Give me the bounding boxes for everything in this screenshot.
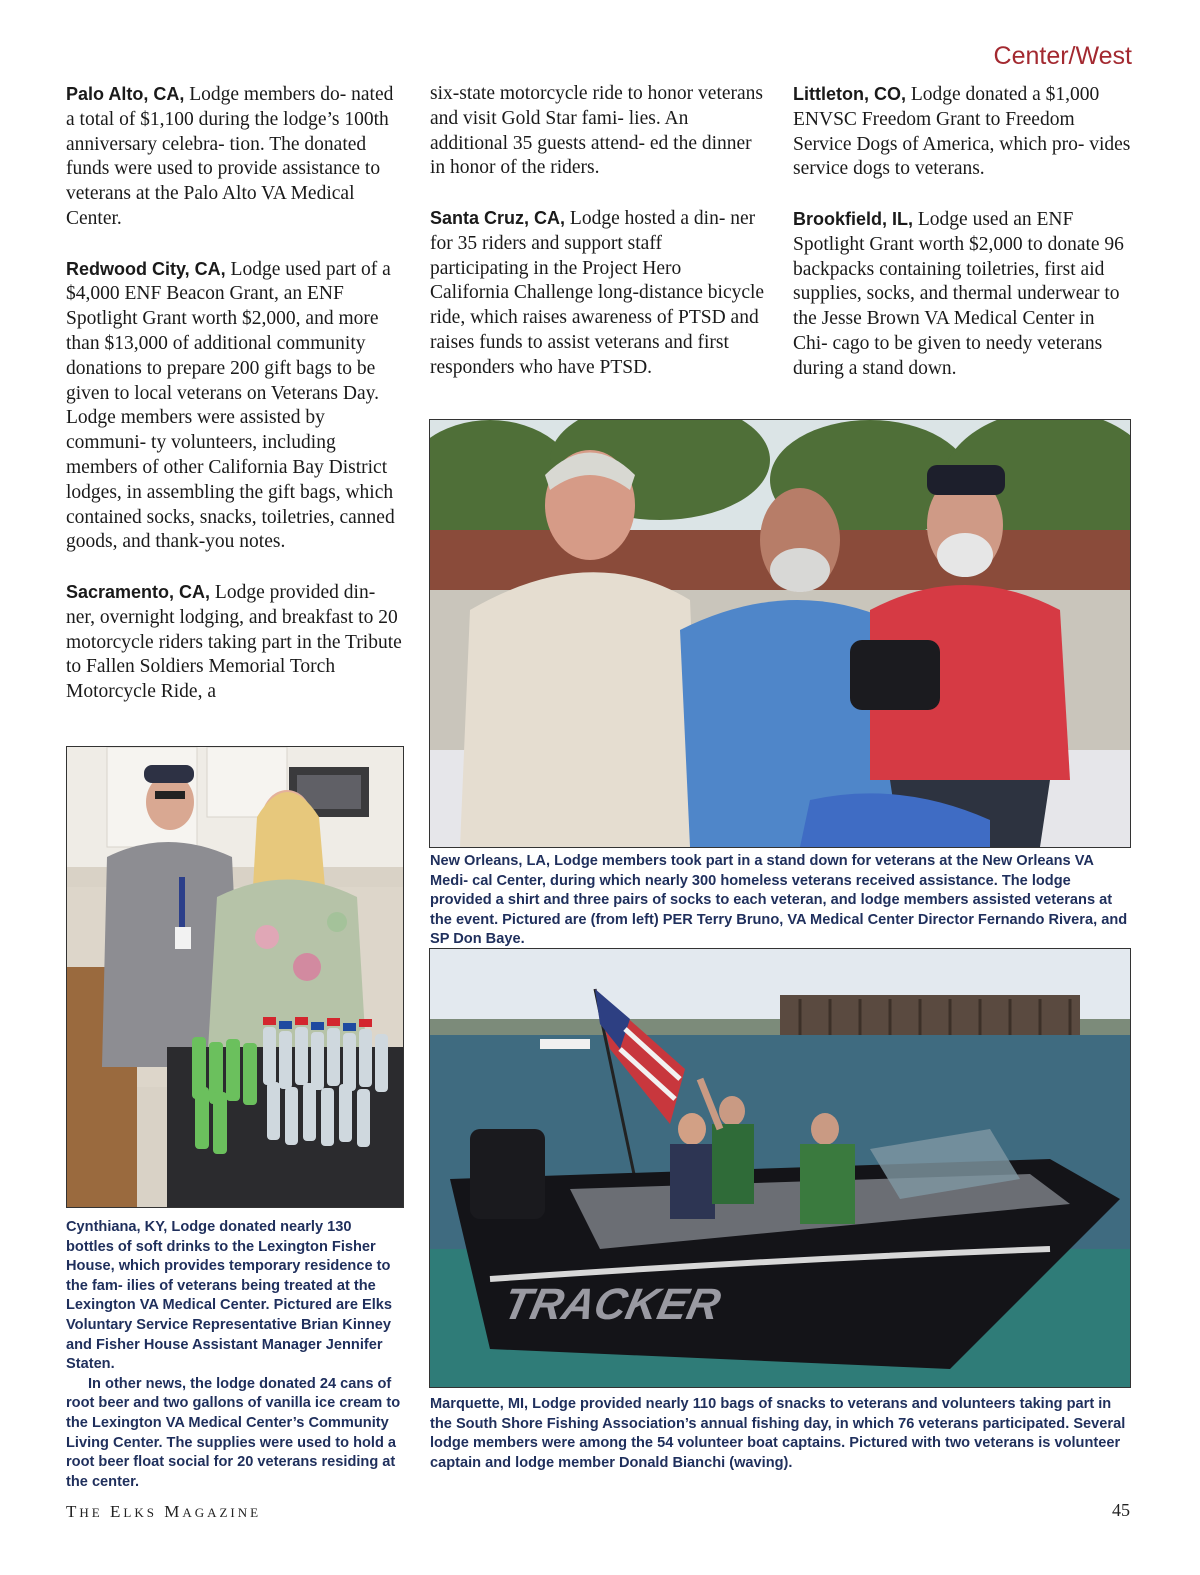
lead-sacramento: Sacramento, CA, [66,581,211,602]
caption-cynthiana-lead: Cynthiana, KY, [66,1219,168,1235]
column-2 [430,82,765,405]
item-palo-alto [66,82,406,232]
text-brookfield: Lodge used an ENF Spotlight Grant worth $2,000 to donate 96 backpacks containing toiletries, first aid supplies, socks, and thermal underwear to the Jesse Brown VA Medical Center in Chi- cago to be given to needy veterans during a stand down. [793,208,1124,379]
text-palo-alto: Lodge members do- nated a total of $1,100 during the lodge’s 100th anniversary celebra- tion. The donated funds were used to provide assistance to veterans at the Palo Alto VA Medical Center. [66,84,394,229]
item-sacramento [66,580,406,705]
photo-marquette [429,948,1131,1388]
column-1 [66,82,406,730]
photo-cynthiana-image [67,747,403,1207]
caption-marquette-p [430,1395,1130,1473]
magazine-name-lks: LKS [123,1505,157,1520]
section-label: Center/West [993,42,1132,70]
magazine-name-e: E [109,1502,124,1521]
caption-marquette [430,1395,1130,1473]
item-santa-cruz [430,206,765,381]
lead-littleton: Littleton, CO, [793,84,906,104]
photo-new-orleans-image [430,420,1130,847]
caption-new-orleans-lead: New Orleans, LA, [430,853,551,869]
lead-palo-alto: Palo Alto, CA, [66,84,185,104]
text-redwood-city: Lodge used part of a $4,000 ENF Beacon Grant, an ENF Spotlight Grant worth $2,000, and more than $13,000 of additional community donations to prepare 200 gift bags to be given to local veterans on Veterans Day. Lodge members were assisted by communi- ty volunteers, including members of other California Bay District lodges, in assembling the gift bags, which contained socks, snacks, toiletries, canned goods, and thank-you notes. [66,258,395,553]
item-redwood-city [66,257,406,556]
caption-cynthiana-p2: In other news, the lodge donated 24 cans of root beer and two gallons of vanilla ice cream to the Lexington VA Medical Center’s Community Living Center. The supplies were used to hold a root beer float social for 20 veterans residing at the center. [66,1375,401,1490]
caption-new-orleans [430,852,1130,950]
item-brookfield [793,207,1133,382]
magazine-name [66,1502,261,1522]
photo-marquette-image [430,949,1130,1387]
caption-cynthiana-text: Lodge donated nearly 130 bottles of soft drinks to the Lexington Fisher House, which provides temporary residence to the fam- ilies of veterans being treated at the Lexington VA Medical Center. Pictured are Elks Voluntary Service Representative Brian Kinney and Fisher House Assistant Manager Jennifer Staten. [66,1219,393,1373]
item-sacramento-cont [430,82,765,181]
photo-cynthiana [66,746,404,1208]
photo-new-orleans [429,419,1131,848]
lead-brookfield: Brookfield, IL, [793,208,914,229]
magazine-name-m: M [164,1502,183,1521]
caption-cynthiana-p1 [66,1218,402,1375]
page-number: 45 [1112,1500,1130,1520]
caption-marquette-lead: Marquette, MI, [430,1396,529,1412]
caption-marquette-text: Lodge provided nearly 110 bags of snacks to veterans and volunteers taking part in the South Shore Fishing Association’s annual fishing day, in which 76 veterans participated. Several lodge members were among the 54 volunteer boat captains. Pictured with two veterans is volunteer captain and lodge member Donald Bianchi (waving). [430,1396,1126,1471]
caption-new-orleans-p [430,852,1130,950]
text-sacramento-cont: six-state motorcycle ride to honor veterans and visit Gold Star fami- lies. An additional 35 guests attend- ed the dinner in honor of the riders. [430,83,764,179]
lead-santa-cruz: Santa Cruz, CA, [430,207,566,228]
column-3 [793,82,1133,406]
item-littleton [793,82,1133,182]
magazine-name-he: HE [79,1505,103,1520]
text-littleton: Lodge donated a $1,000 ENVSC Freedom Grant to Freedom Service Dogs of America, which pro- vides service dogs to veterans. [793,84,1131,180]
lead-redwood-city: Redwood City, CA, [66,258,226,279]
text-sacramento: Lodge provided din- ner, overnight lodging, and breakfast to 20 motorcycle riders taking part in the Tribute to Fallen Soldiers Memorial Torch Motorcycle Ride, a [66,581,402,703]
boat-brand-text: TRACKER [499,1280,725,1329]
magazine-name-agazine: AGAZINE [182,1505,262,1520]
caption-cynthiana [66,1218,402,1492]
magazine-name-t: T [66,1502,80,1521]
caption-new-orleans-text: Lodge members took part in a stand down for veterans at the New Orleans VA Medi- cal Center, during which nearly 300 homeless veterans received assistance. The lodge provided a shirt and three pairs of socks to each veteran, and lodge members assisted veterans at the event. Pictured are (from left) PER Terry Bruno, VA Medical Center Director Fernando Rivera, and SP Don Baye. [430,853,1128,948]
text-santa-cruz: Lodge hosted a din- ner for 35 riders and support staff participating in the Project Hero California Challenge long-distance bicycle ride, which raises awareness of PTSD and raises funds to assist veterans and first responders who have PTSD. [430,207,765,378]
